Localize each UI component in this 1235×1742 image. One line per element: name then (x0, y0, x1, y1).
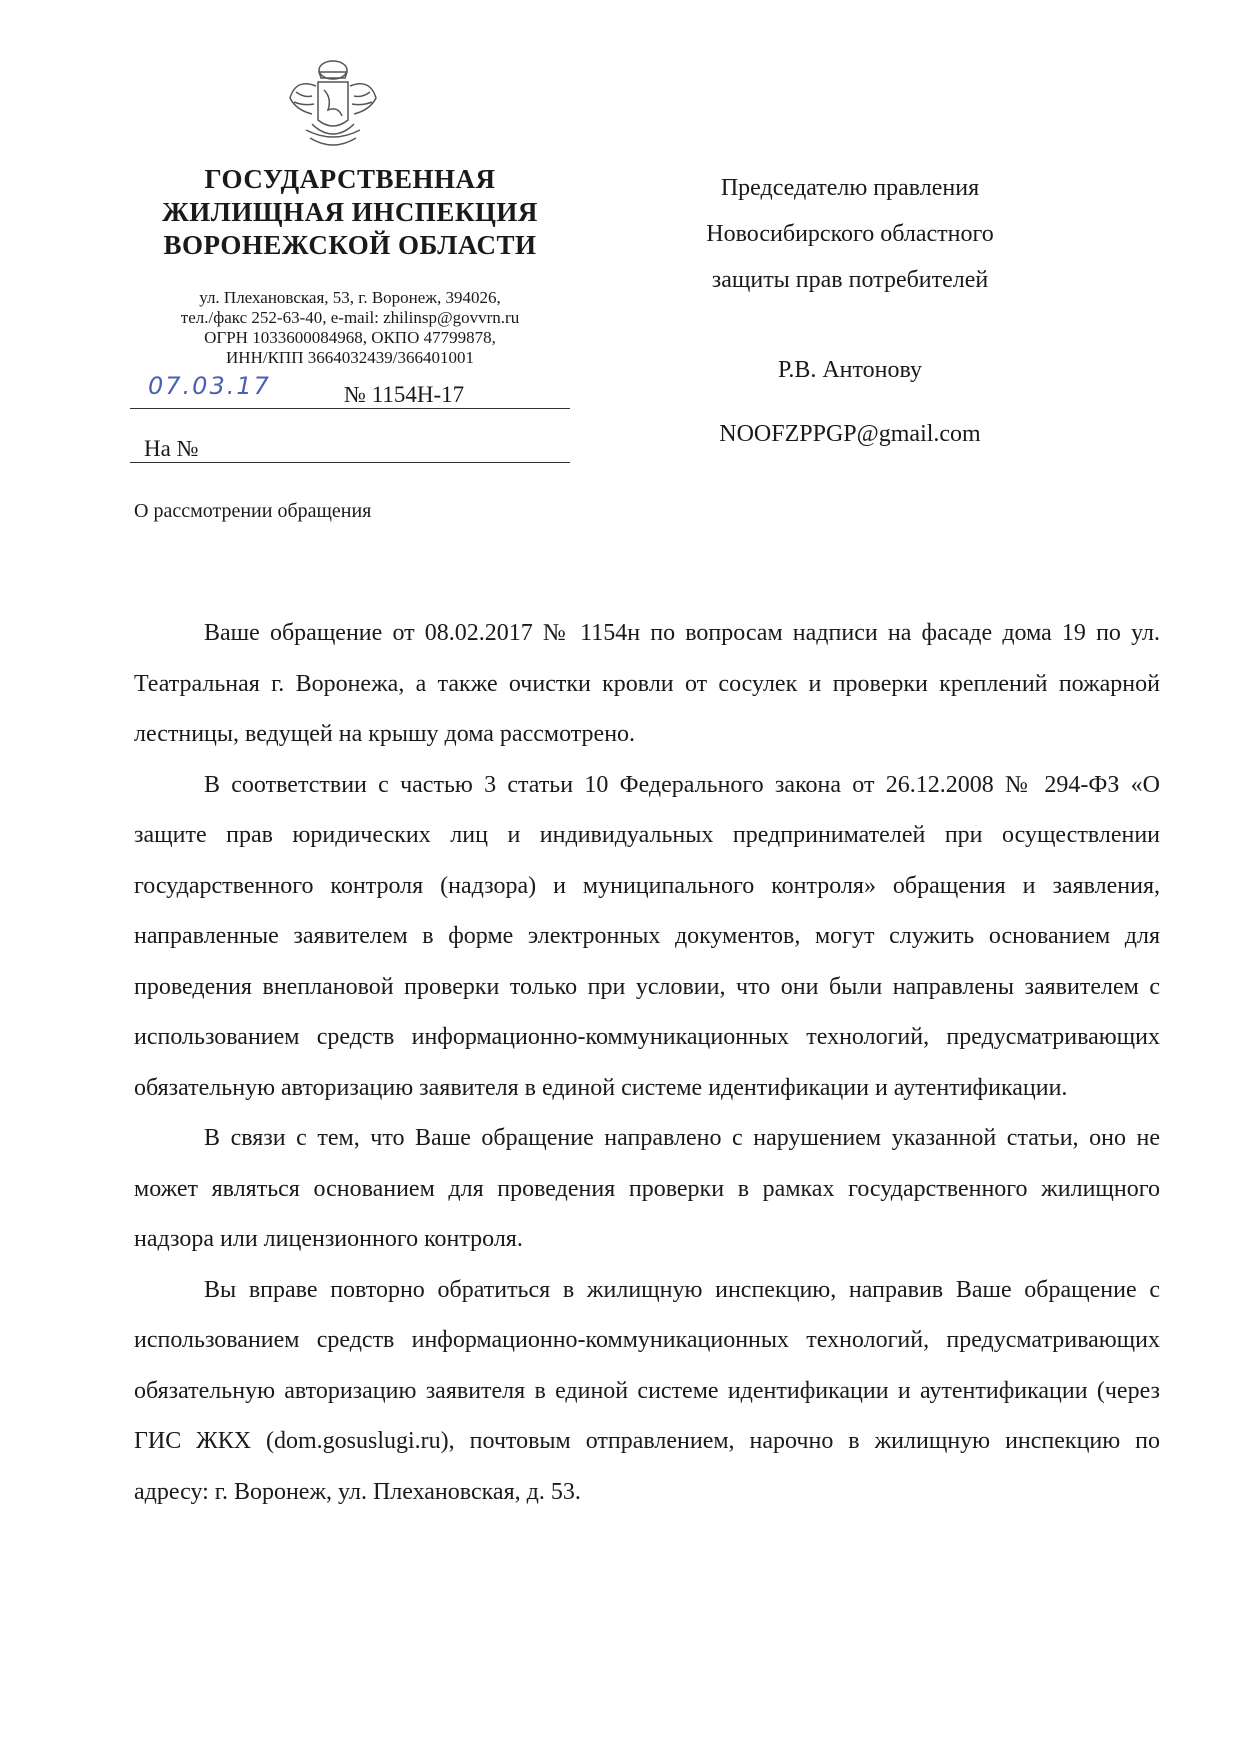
recipient-email: NOOFZPPGP@gmail.com (719, 421, 981, 447)
recipient-block (650, 165, 1050, 457)
contact-line: тел./факс 252-63-40, e-mail: zhilinsp@govvrn.ru (180, 308, 520, 327)
org-line: ВОРОНЕЖСКОЙ ОБЛАСТИ (163, 230, 537, 260)
coat-of-arms-emblem (282, 58, 384, 158)
recipient-title: Председателю правления (720, 175, 980, 201)
recipient-title: защиты прав потребителей (711, 267, 989, 293)
letter-body (134, 608, 1160, 1517)
body-paragraph: Вы вправе повторно обратиться в жилищную инспекцию, направив Ваше обращение с использованием средств информационно-коммуникационных технологий, предусматривающих обязательную авторизацию заявителя в единой системе идентификации и аутентификации (через ГИС ЖКХ (dom.gosuslugi.ru), почтовым отправлением, нарочно в жилищную инспекцию по адресу: г. Воронеж, ул. Плехановская, д. 53. (134, 1276, 1160, 1505)
reply-to-line (130, 432, 570, 463)
recipient-name: Р.В. Антонову (777, 357, 923, 383)
tax-id-line: ИНН/КПП 3664032439/366401001 (226, 348, 474, 367)
handwritten-date: 07.03.17 (148, 372, 271, 400)
body-paragraph: В соответствии с частью 3 статьи 10 Федерального закона от 26.12.2008 № 294-ФЗ «О защите прав юридических лиц и индивидуальных предпринимателей при осуществлении государственного контроля (надзора) и муниципального контроля» обращения и заявления, направленные заявителем в форме электронных документов, могут служить основанием для проведения внеплановой проверки только при условии, что они были направлены заявителем с использованием средств информационно-коммуникационных технологий, предусматривающих обязательную авторизацию заявителя в единой системе идентификации и аутентификации. (134, 771, 1160, 1101)
org-line: ЖИЛИЩНАЯ ИНСПЕКЦИЯ (162, 197, 538, 227)
organization-address (130, 288, 570, 368)
body-paragraph: Ваше обращение от 08.02.2017 № 1154н по вопросам надписи на фасаде дома 19 по ул. Театральная г. Воронежа, а также очистки кровли от сосулек и проверки креплений пожарной лестницы, ведущей на крышу дома рассмотрено. (134, 620, 1160, 747)
address-line: ул. Плехановская, 53, г. Воронеж, 394026, (199, 288, 501, 307)
organization-name (130, 163, 570, 262)
body-paragraph: В связи с тем, что Ваше обращение направлено с нарушением указанной статьи, оно не может являться основанием для проведения проверки в рамках государственного жилищного надзора или лицензионного контроля. (134, 1125, 1160, 1252)
org-line: ГОСУДАРСТВЕННАЯ (204, 164, 496, 194)
outgoing-number-line (130, 372, 570, 409)
reply-to-label: На № (144, 436, 199, 461)
outgoing-number: № 1154Н-17 (344, 382, 465, 407)
letter-subject: О рассмотрении обращения (134, 500, 372, 522)
registration-line: ОГРН 1033600084968, ОКПО 47799878, (204, 328, 496, 347)
recipient-title: Новосибирского областного (706, 221, 994, 247)
